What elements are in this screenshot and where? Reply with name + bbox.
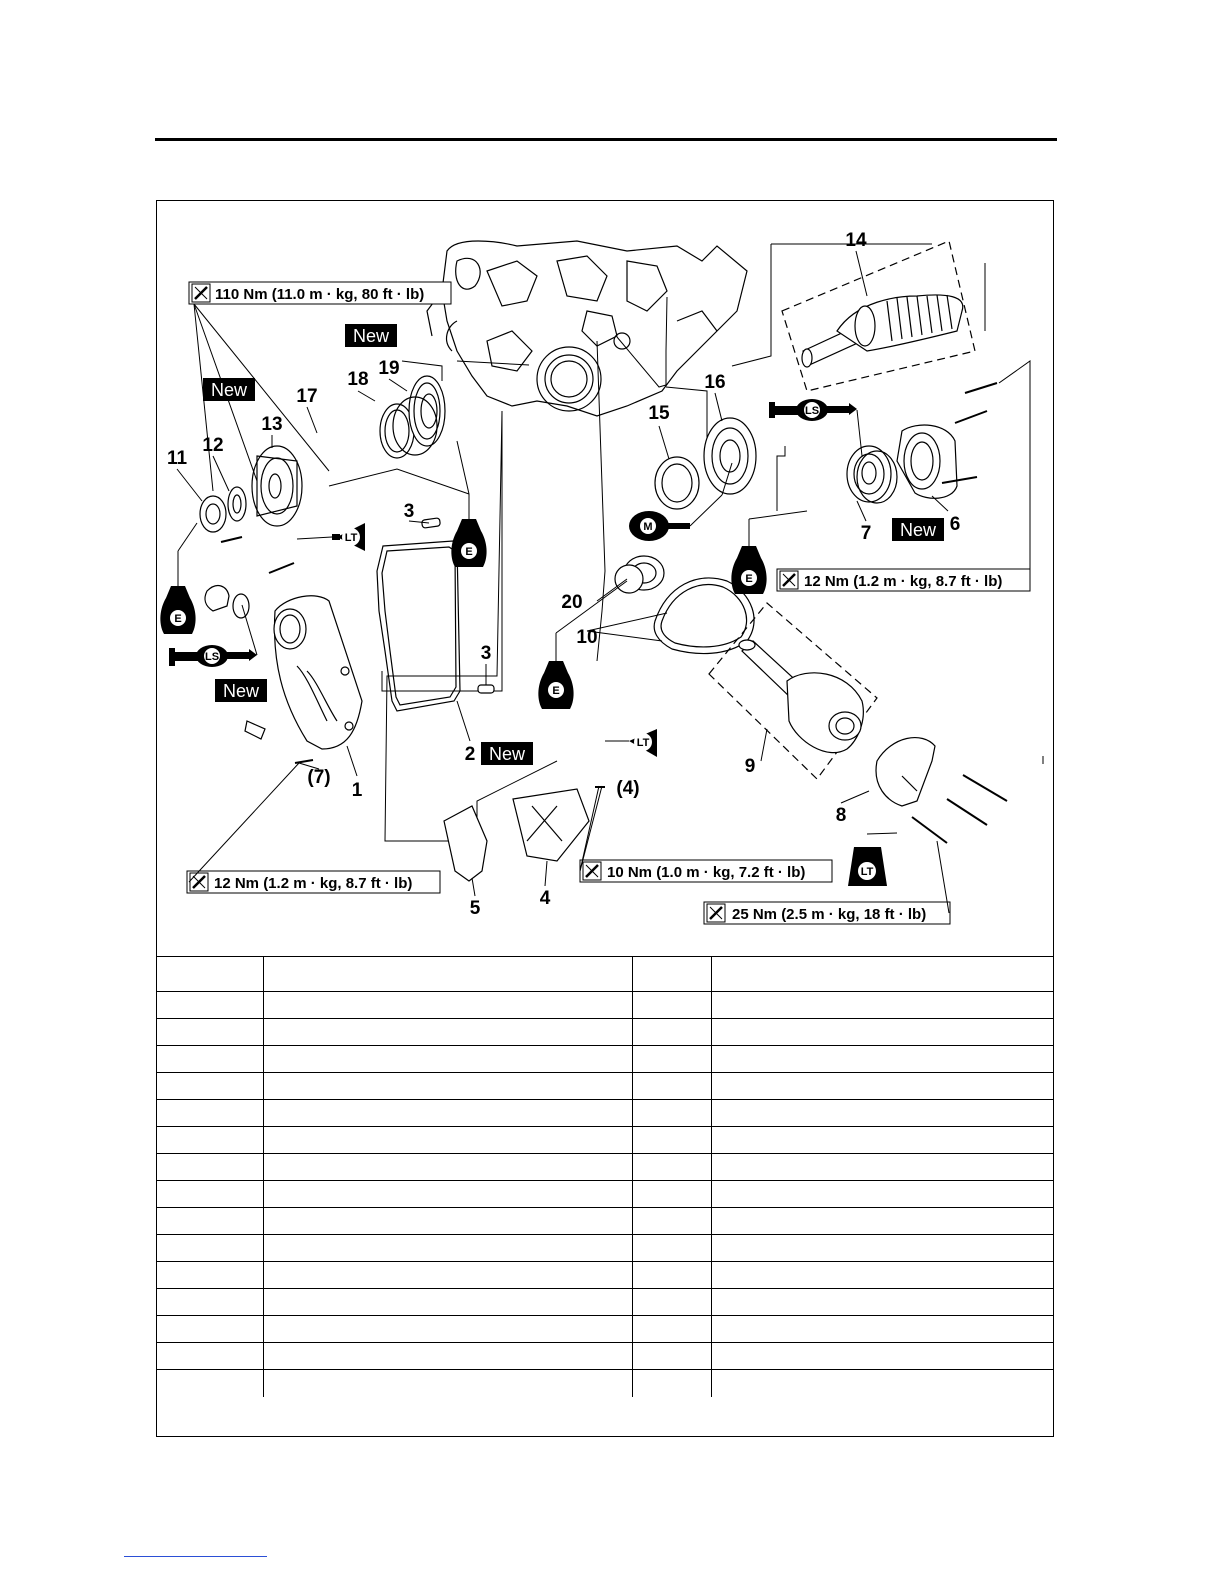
callout-10: 10 [576,627,598,648]
callout-2: 2 [464,744,476,765]
torque-callout-12-right [777,569,1030,591]
torque-callout-10 [580,860,832,882]
svg-text:LS: LS [804,405,820,417]
table-row [157,1343,1054,1370]
callout-12: 12 [202,435,224,456]
svg-text:M: M [643,521,653,533]
callout-9: 9 [744,756,756,777]
torque-10-text: 10 Nm (1.0 m · kg, 7.2 ft · lb) [607,864,806,881]
table-row [157,1019,1054,1046]
part-2-gasket [377,541,460,711]
svg-text:New: New [899,520,937,540]
lt-symbol-1 [297,523,365,551]
callout-20: 20 [561,592,583,613]
svg-text:New: New [222,681,260,701]
svg-text:New: New [352,326,390,346]
e-symbol-3 [731,519,766,594]
callout-17: 17 [296,386,318,407]
table-header-row [157,957,1054,992]
svg-text:LT: LT [636,737,650,749]
part-8-cover [876,738,1007,843]
part-1-case-cover [205,537,362,763]
svg-text:New: New [488,744,526,764]
svg-text:LT: LT [860,866,874,878]
new-label-4 [215,679,267,702]
table-row [157,1235,1054,1262]
callout-18: 18 [347,369,369,390]
callout-1: 1 [351,780,363,801]
table-row [157,1100,1054,1127]
table-row [157,1127,1054,1154]
callout-3a: 3 [403,501,415,522]
part-6-7-bearing-housing [847,383,997,503]
table-row [157,1316,1054,1343]
callout-19: 19 [378,358,400,379]
table-row [157,1208,1054,1235]
table-row [157,1154,1054,1181]
callout-15: 15 [648,403,670,424]
callout-14: 14 [845,230,867,251]
callout-4p: (4) [616,778,640,799]
lt-symbol-2 [605,729,657,757]
callout-3b: 3 [480,643,492,664]
callout-13: 13 [261,414,283,435]
torque-12-left-text: 12 Nm (1.2 m · kg, 8.7 ft · lb) [214,875,413,892]
lt-symbol-3 [848,833,897,886]
svg-text:E: E [552,685,560,697]
footer-link-underline[interactable] [124,1556,267,1557]
part-9-middle-driven-shaft [709,603,877,779]
torque-110-text: 110 Nm (11.0 m · kg, 80 ft · lb) [215,286,425,303]
svg-text:E: E [465,546,473,558]
callout-8: 8 [835,805,847,826]
e-symbol-2 [160,551,195,634]
callout-6: 6 [949,514,961,535]
ls-symbol-1 [769,399,857,421]
part-20-bearing [615,556,664,593]
part-15-16-gear-bearing [655,418,756,509]
table-row [157,1046,1054,1073]
e-symbol-4 [538,633,573,709]
part-13-bevel-gear [252,446,302,526]
torque-callout-110 [189,282,451,304]
part-17-18-19-bearings [380,376,445,458]
torque-12-right-text: 12 Nm (1.2 m · kg, 8.7 ft · lb) [804,573,1003,590]
callout-4: 4 [539,888,551,909]
callout-7: 7 [860,523,872,544]
header-rule [155,138,1057,141]
table-row [157,1262,1054,1289]
parts-list-table [157,956,1054,1397]
exploded-view-diagram [157,201,1053,955]
new-label-1 [345,324,397,347]
svg-text:New: New [210,380,248,400]
torque-callout-25 [704,902,950,924]
callout-5: 5 [469,898,481,919]
ls-symbol-2 [169,645,257,667]
svg-text:E: E [745,573,753,585]
torque-25-text: 25 Nm (2.5 m · kg, 18 ft · lb) [732,906,927,923]
part-11-12-nut-washer [200,487,246,532]
new-label-5 [481,742,533,765]
table-row [157,1181,1054,1208]
part-14-drive-shaft [782,241,975,391]
table-row [157,992,1054,1019]
callout-7p: (7) [307,767,331,788]
torque-callout-12-left [187,871,440,893]
new-label-3 [892,518,944,541]
new-label-2 [203,378,255,401]
table-row [157,1370,1054,1397]
callout-16: 16 [704,372,726,393]
callout-11: 11 [166,448,188,469]
svg-text:E: E [174,613,182,625]
table-row [157,1289,1054,1316]
svg-text:LT: LT [344,532,358,544]
e-symbol-1 [451,494,486,567]
table-row [157,1073,1054,1100]
svg-text:LS: LS [204,651,220,663]
